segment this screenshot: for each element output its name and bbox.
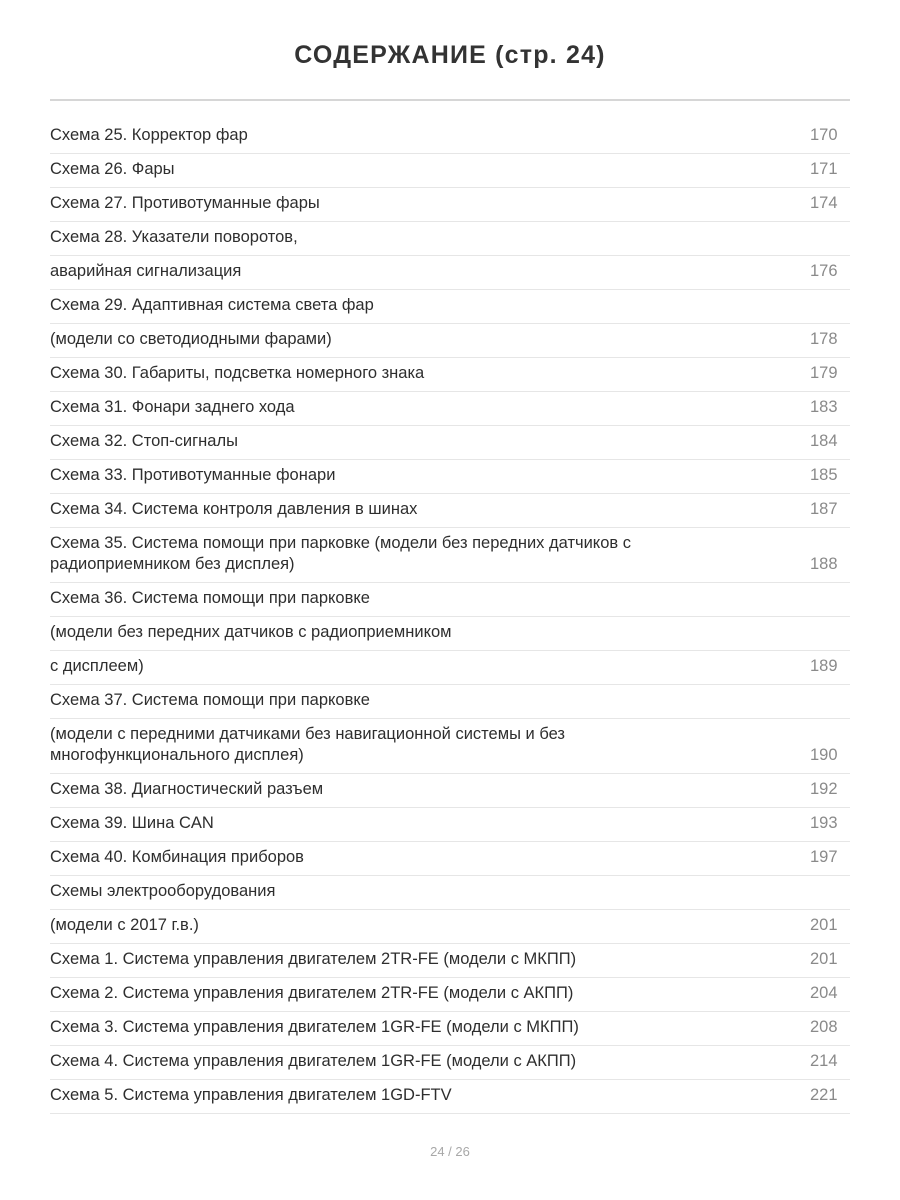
toc-row[interactable] [50, 494, 850, 528]
toc-page-number: 201 [810, 950, 838, 968]
toc-row[interactable] [50, 944, 850, 978]
toc-entry-text: Схема 1. Система управления двигателем 2TR-FE (модели с МКПП) [50, 950, 577, 968]
page-title: СОДЕРЖАНИЕ (стр. 24) [294, 41, 606, 69]
toc-entry-text: (модели без передних датчиков с радиоприемником [50, 623, 452, 641]
toc-page-number: 197 [810, 848, 838, 866]
toc-entry-text: Схема 39. Шина CAN [50, 814, 214, 832]
toc-row[interactable] [50, 583, 850, 617]
toc-page-number: 187 [810, 500, 838, 518]
toc-entry-text: Схема 27. Противотуманные фары [50, 194, 320, 212]
toc-entry-text: Схема 30. Габариты, подсветка номерного знака [50, 364, 425, 382]
toc-row[interactable] [50, 978, 850, 1012]
toc-entry-text: аварийная сигнализация [50, 262, 242, 280]
toc-entry-text: Схема 25. Корректор фар [50, 126, 248, 144]
toc-row[interactable] [50, 154, 850, 188]
toc-row[interactable] [50, 120, 850, 154]
toc-entry-text: Схема 31. Фонари заднего хода [50, 398, 295, 416]
toc-page-number: 185 [810, 466, 838, 484]
toc-entry-text: Схема 28. Указатели поворотов, [50, 228, 298, 246]
toc-page-number: 193 [810, 814, 838, 832]
toc-page-number: 189 [810, 657, 838, 675]
toc-row[interactable] [50, 876, 850, 910]
toc-page-number: 221 [810, 1086, 838, 1104]
toc-row[interactable] [50, 685, 850, 719]
toc-row[interactable] [50, 617, 850, 651]
toc-row[interactable] [50, 1012, 850, 1046]
toc-entry-text: Схема 3. Система управления двигателем 1GR-FE (модели с МКПП) [50, 1018, 579, 1036]
page-pagination: 24 / 26 [430, 1144, 470, 1159]
toc-page-number: 179 [810, 364, 838, 382]
toc-entry-text: Схемы электрооборудования [50, 882, 276, 900]
toc-entry-text: Схема 38. Диагностический разъем [50, 780, 324, 798]
toc-row[interactable] [50, 188, 850, 222]
toc-page-number: 188 [810, 555, 838, 573]
toc-row[interactable] [50, 256, 850, 290]
toc-row[interactable] [50, 1046, 850, 1080]
toc-entry-text: Схема 29. Адаптивная система света фар [50, 296, 374, 314]
toc-row[interactable] [50, 290, 850, 324]
toc-page-number: 171 [810, 160, 838, 178]
toc-entry-text: Схема 2. Система управления двигателем 2TR-FE (модели с АКПП) [50, 984, 574, 1002]
toc-page-number: 184 [810, 432, 838, 450]
toc-page-number: 174 [810, 194, 838, 212]
toc-entry-text: Схема 40. Комбинация приборов [50, 848, 304, 866]
toc-entry-text: Схема 37. Система помощи при парковке [50, 691, 370, 709]
toc-entry-text: (модели с передними датчиками без навигационной системы и без многофункционального дисплея) [50, 725, 565, 764]
toc-row[interactable] [50, 774, 850, 808]
toc-entry-text: с дисплеем) [50, 657, 144, 675]
toc-row[interactable] [50, 460, 850, 494]
toc-page-number: 170 [810, 126, 838, 144]
toc-entry-text: Схема 4. Система управления двигателем 1GR-FE (модели с АКПП) [50, 1052, 577, 1070]
toc-row[interactable] [50, 808, 850, 842]
toc-entry-text: (модели с 2017 г.в.) [50, 916, 199, 934]
toc-page-number: 192 [810, 780, 838, 798]
title-divider [50, 99, 850, 101]
toc-row[interactable] [50, 1080, 850, 1114]
toc-page-number: 183 [810, 398, 838, 416]
toc-page-number: 214 [810, 1052, 838, 1070]
toc-row[interactable] [50, 842, 850, 876]
toc-entry-text: Схема 36. Система помощи при парковке [50, 589, 370, 607]
toc-row[interactable] [50, 528, 850, 583]
toc-row[interactable] [50, 719, 850, 774]
toc-entry-text: (модели со светодиодными фарами) [50, 330, 332, 348]
toc-entry-text: Схема 34. Система контроля давления в шинах [50, 500, 418, 518]
toc-page-number: 176 [810, 262, 838, 280]
toc-page-number: 190 [810, 746, 838, 764]
toc-entry-text: Схема 32. Стоп-сигналы [50, 432, 238, 450]
toc-row[interactable] [50, 358, 850, 392]
toc-page-number: 208 [810, 1018, 838, 1036]
toc-row[interactable] [50, 392, 850, 426]
toc-row[interactable] [50, 910, 850, 944]
toc-row[interactable] [50, 651, 850, 685]
toc-entry-text: Схема 35. Система помощи при парковке (модели без передних датчиков с радиоприемником без дисплея) [50, 534, 631, 573]
toc-page-number: 204 [810, 984, 838, 1002]
toc-page-number: 178 [810, 330, 838, 348]
toc-row[interactable] [50, 222, 850, 256]
table-of-contents [50, 120, 850, 1114]
toc-row[interactable] [50, 324, 850, 358]
toc-row[interactable] [50, 426, 850, 460]
toc-entry-text: Схема 33. Противотуманные фонари [50, 466, 336, 484]
toc-entry-text: Схема 5. Система управления двигателем 1GD-FTV [50, 1086, 452, 1104]
toc-entry-text: Схема 26. Фары [50, 160, 175, 178]
toc-page-number: 201 [810, 916, 838, 934]
